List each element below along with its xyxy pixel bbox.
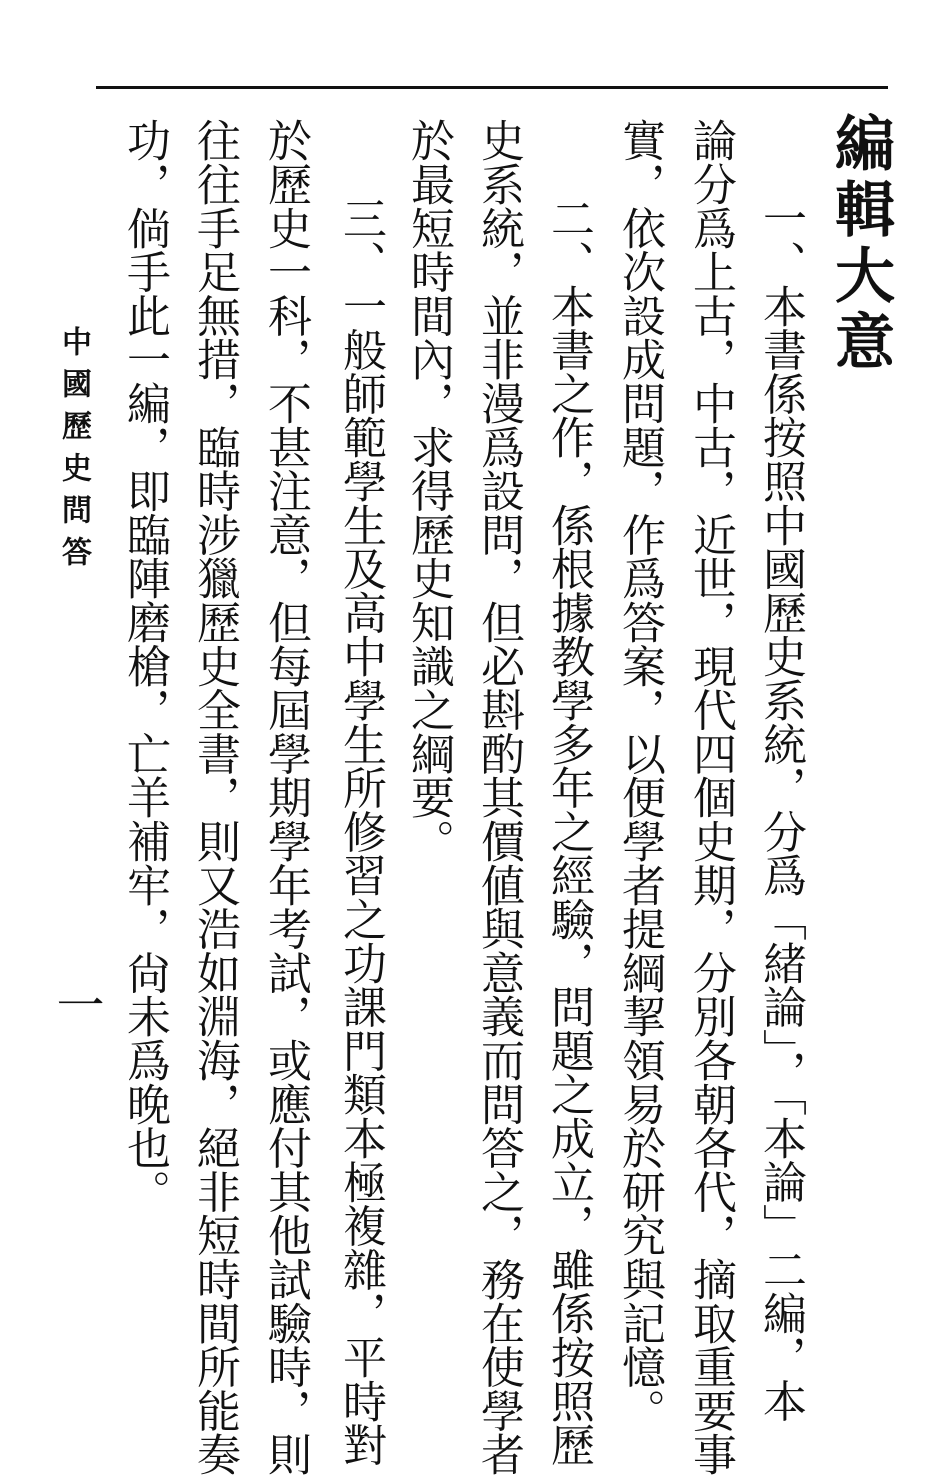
- text-column-7: 三、一般師範學生及高中學生所修習之功課門類本極複雜，平時對: [335, 196, 386, 1467]
- text-column-6: 於最短時間內，求得歷史知識之綱要。: [403, 118, 454, 863]
- text-column-4: 二、本書之作，係根據教學多年之經驗，問題之成立，雖係按照歷: [543, 196, 594, 1467]
- text-column-2: 論分爲上古，中古，近世，現代四個史期，分別各朝各代，摘取重要事: [685, 118, 736, 1476]
- text-column-3: 實，依次設成問題，作爲答案，以便學者提綱挈領易於研究與記憶。: [614, 118, 665, 1433]
- text-column-8: 於歷史一科，不甚注意，但每屆學期學年考試，或應付其他試驗時，則: [260, 118, 311, 1476]
- section-title: 編輯大意: [825, 112, 895, 376]
- running-title: 中國歷史問答: [56, 326, 91, 578]
- text-column-10: 功，倘手此一編，即臨陣磨槍，亡羊補牢，尙未爲晚也。: [119, 118, 170, 1214]
- text-column-1: 一、本書係按照中國歷史系統，分爲「緒論」，「本論」二編，本: [755, 196, 806, 1423]
- text-column-9: 往往手足無措，臨時涉獵歷史全書，則又浩如淵海，絕非短時間所能奏: [189, 118, 240, 1476]
- page-number: 一: [48, 980, 104, 1028]
- top-rule: [96, 86, 888, 89]
- text-column-5: 史系統，並非漫爲設問，但必斟酌其價値與意義而問答之，務在使學者: [473, 118, 524, 1476]
